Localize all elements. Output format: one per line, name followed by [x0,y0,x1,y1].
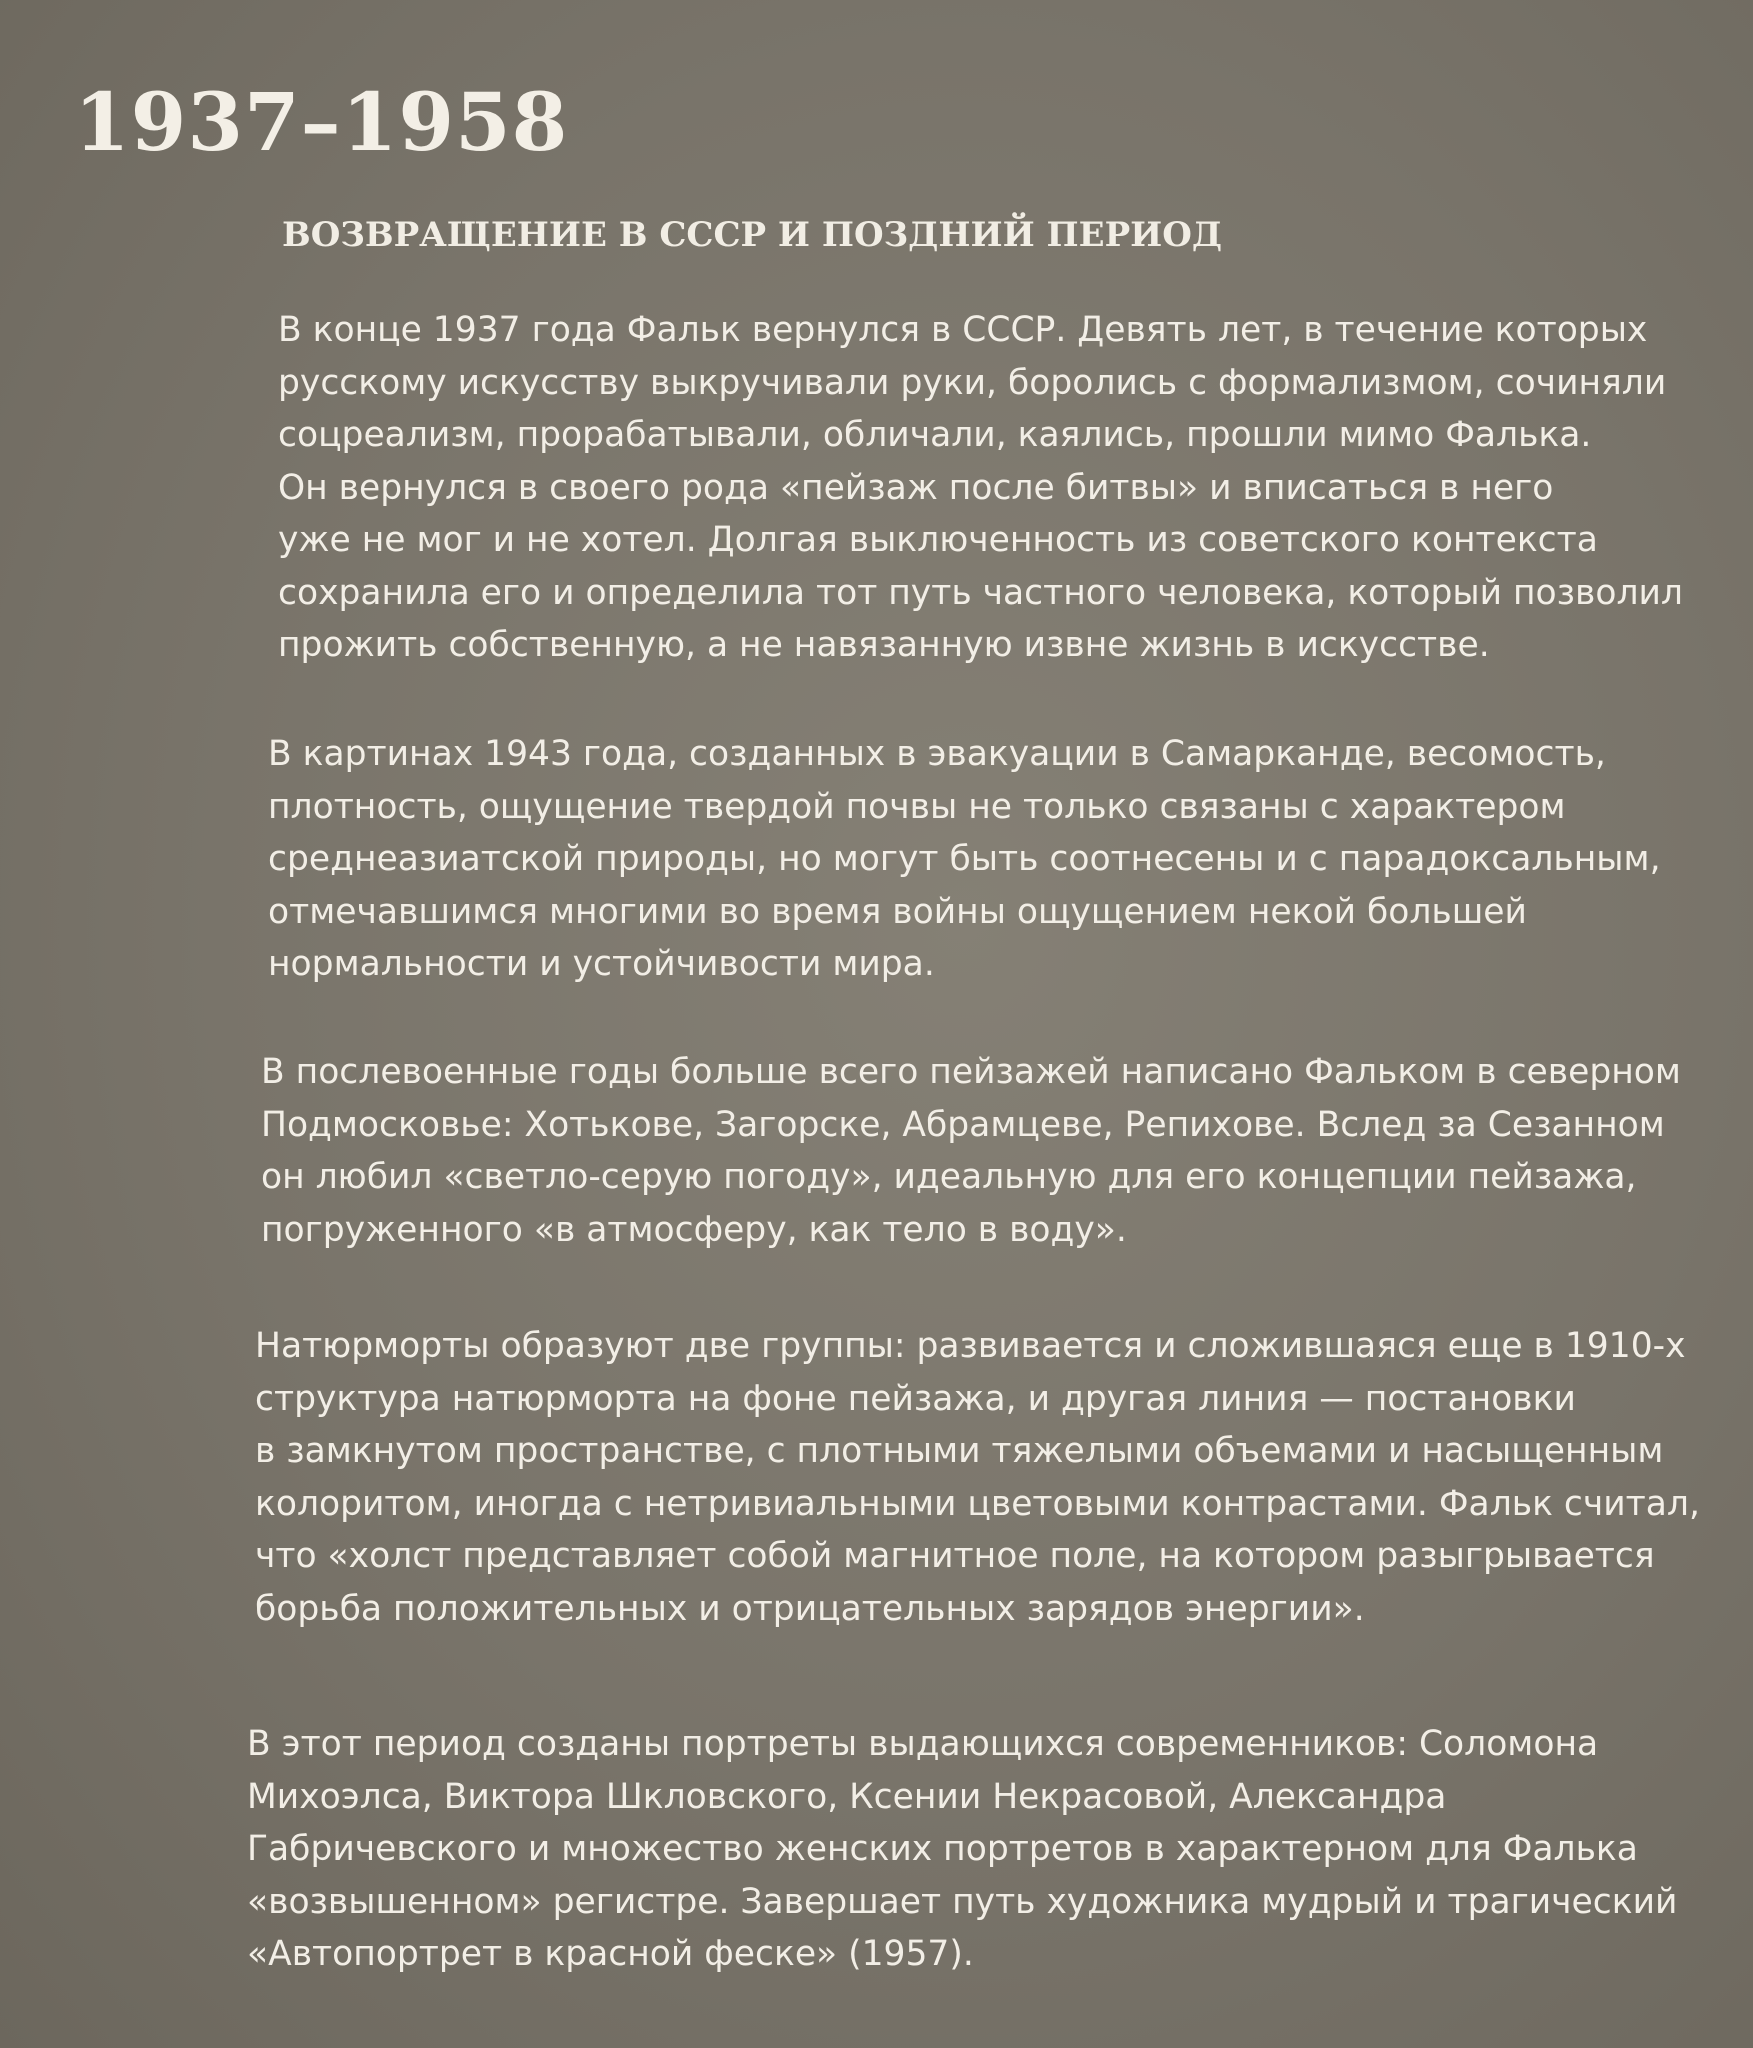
text-line: В картинах 1943 года, созданных в эвакуации в Самарканде, весомость, [268,734,1606,774]
text-line: В этот период созданы портреты выдающихся современников: Соломона [247,1724,1599,1764]
paragraph-postwar-landscapes [261,1046,1681,1256]
text-line: В конце 1937 года Фальк вернулся в СССР. Девять лет, в течение которых [278,310,1648,350]
text-line: он любил «светло-серую погоду», идеальную для его концепции пейзажа, [261,1157,1637,1197]
text-line: среднеазиатской природы, но могут быть соотнесены и с парадоксальным, [268,839,1661,879]
text-line: соцреализм, прорабатывали, обличали, каялись, прошли мимо Фалька. [278,415,1592,455]
text-line: отмечавшимся многими во время войны ощущением некой большей [268,891,1527,932]
period-heading: 1937–1958 [74,75,569,169]
paragraph-portraits [247,1718,1677,1981]
text-line: колоритом, иногда с нетривиальными цветовыми контрастами. Фальк считал, [255,1483,1700,1524]
paragraph-return-to-ussr [278,304,1683,672]
text-line: в замкнутом пространстве, с плотными тяжелыми объемами и насыщенным [255,1431,1664,1471]
text-line: Подмосковье: Хотькове, Загорске, Абрамцеве, Репихове. Вслед за Сезанном [261,1104,1665,1145]
text-line: нормальности и устойчивости мира. [268,944,935,984]
text-line: борьба положительных и отрицательных зарядов энергии». [255,1588,1365,1629]
text-line: плотность, ощущение твердой почвы не только связаны с характером [268,786,1566,827]
text-line: Натюрморты образуют две группы: развивается и сложившаяся еще в 1910-х [255,1326,1686,1366]
text-line: Он вернулся в своего рода «пейзаж после битвы» и вписаться в него [278,467,1554,508]
text-line: Михоэлса, Виктора Шкловского, Ксении Некрасовой, Александра [247,1776,1447,1817]
text-line: «Автопортрет в красной феске» (1957). [247,1934,974,1974]
text-line: уже не мог и не хотел. Долгая выключенность из советского контекста [278,520,1598,560]
text-line: что «холст представляет собой магнитное поле, на котором разыгрывается [255,1536,1655,1576]
text-line: Габричевского и множество женских портретов в характерном для Фалька [247,1829,1638,1869]
text-line: погруженного «в атмосферу, как тело в воду». [261,1209,1127,1250]
text-line: «возвышенном» регистре. Завершает путь художника мудрый и трагический [247,1881,1678,1922]
paragraph-samarkand [268,728,1661,991]
text-line: структура натюрморта на фоне пейзажа, и другая линия — постановки [255,1378,1576,1419]
text-line: В послевоенные годы больше всего пейзажей написано Фальком в северном [261,1052,1681,1092]
text-line: русскому искусству выкручивали руки, боролись с формализмом, сочиняли [278,362,1667,403]
paragraph-still-lifes [255,1320,1700,1635]
text-line: прожить собственную, а не навязанную извне жизнь в искусстве. [278,625,1490,665]
text-line: сохранила его и определила тот путь частного человека, который позволил [278,572,1683,613]
section-subtitle: ВОЗВРАЩЕНИЕ В СССР И ПОЗДНИЙ ПЕРИОД [282,215,1223,255]
